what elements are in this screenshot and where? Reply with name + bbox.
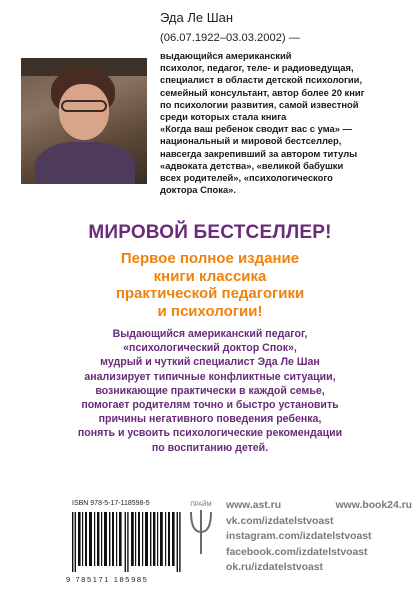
psi-logo-icon bbox=[188, 508, 214, 556]
link-ok[interactable]: ok.ru/izdatelstvoast bbox=[226, 562, 324, 574]
description-line: Выдающийся американский педагог, bbox=[112, 328, 308, 340]
photo-face bbox=[59, 84, 109, 140]
author-photo bbox=[21, 58, 147, 184]
link-facebook[interactable]: facebook.com/izdatelstvoast bbox=[226, 546, 368, 558]
edition-headline bbox=[0, 250, 420, 320]
headline-line: практической педагогики bbox=[115, 285, 305, 303]
bio-line: навсегда закрепивший за автором титулы bbox=[160, 147, 358, 159]
photo-body bbox=[35, 142, 135, 184]
bio-line: по психологии развития, самой известной bbox=[160, 98, 359, 110]
description-line: по воспитанию детей. bbox=[151, 441, 269, 454]
link-ast[interactable]: www.ast.ru bbox=[226, 500, 282, 511]
photo-glasses bbox=[61, 100, 107, 112]
bio-line: среди которых стала книга bbox=[160, 111, 287, 123]
description-line: помогает родителям точно и быстро установить bbox=[81, 399, 339, 412]
publisher-logo-label: ПРАЙМ bbox=[190, 502, 212, 508]
link-book24[interactable]: www.book24.ru bbox=[335, 500, 412, 511]
headline-line: и психологии! bbox=[157, 302, 263, 320]
isbn-label: ISBN 978-5-17-118598-5 bbox=[72, 500, 150, 507]
bio-line: специалист в области детской психологии, bbox=[160, 74, 363, 86]
publisher-links bbox=[226, 498, 412, 576]
bio-line: всех родителей», «психологического bbox=[160, 172, 333, 184]
links-row-sites bbox=[226, 498, 412, 514]
headline-line: книги классика bbox=[153, 267, 267, 285]
publisher-logo bbox=[188, 502, 214, 562]
description-line: возникающие практически в каждой семье, bbox=[95, 384, 325, 397]
barcode-icon bbox=[70, 512, 182, 572]
description-line: анализирует типичные конфликтные ситуации, bbox=[84, 370, 336, 383]
bio-line: «адвоката детства», «великой бабушки bbox=[160, 159, 344, 171]
author-dates: (06.07.1922–03.03.2002) — bbox=[160, 32, 300, 44]
headline-line: Первое полное издание bbox=[120, 250, 300, 267]
description-line: причины негативного поведения ребенка, bbox=[98, 413, 322, 426]
link-instagram[interactable]: instagram.com/izdatelstvoast bbox=[226, 531, 372, 543]
bio-line: семейный консультант, автор более 20 книг bbox=[160, 86, 365, 98]
author-bio bbox=[160, 50, 408, 196]
bio-line: доктора Спока». bbox=[160, 184, 236, 196]
description-line: «психологический доктор Спок», bbox=[123, 342, 297, 355]
description-line: мудрый и чуткий специалист Эда Ле Шан bbox=[100, 356, 320, 369]
bio-line: психолог, педагог, теле- и радиоведущая, bbox=[160, 62, 354, 74]
author-name: Эда Ле Шан bbox=[160, 10, 234, 25]
barcode-number: 9 785171 185985 bbox=[66, 575, 149, 584]
link-vk[interactable]: vk.com/izdatelstvoast bbox=[226, 515, 334, 527]
book-description bbox=[0, 327, 420, 455]
description-line: понять и усвоить психологические рекомендации bbox=[77, 427, 343, 440]
bio-line: национальный и мировой бестселлер, bbox=[160, 135, 342, 147]
bestseller-heading: МИРОВОЙ БЕСТСЕЛЛЕР! bbox=[88, 222, 332, 243]
bio-line: выдающийся американский bbox=[160, 50, 292, 61]
bio-line: «Когда ваш ребенок сводит вас с ума» — bbox=[160, 123, 352, 135]
